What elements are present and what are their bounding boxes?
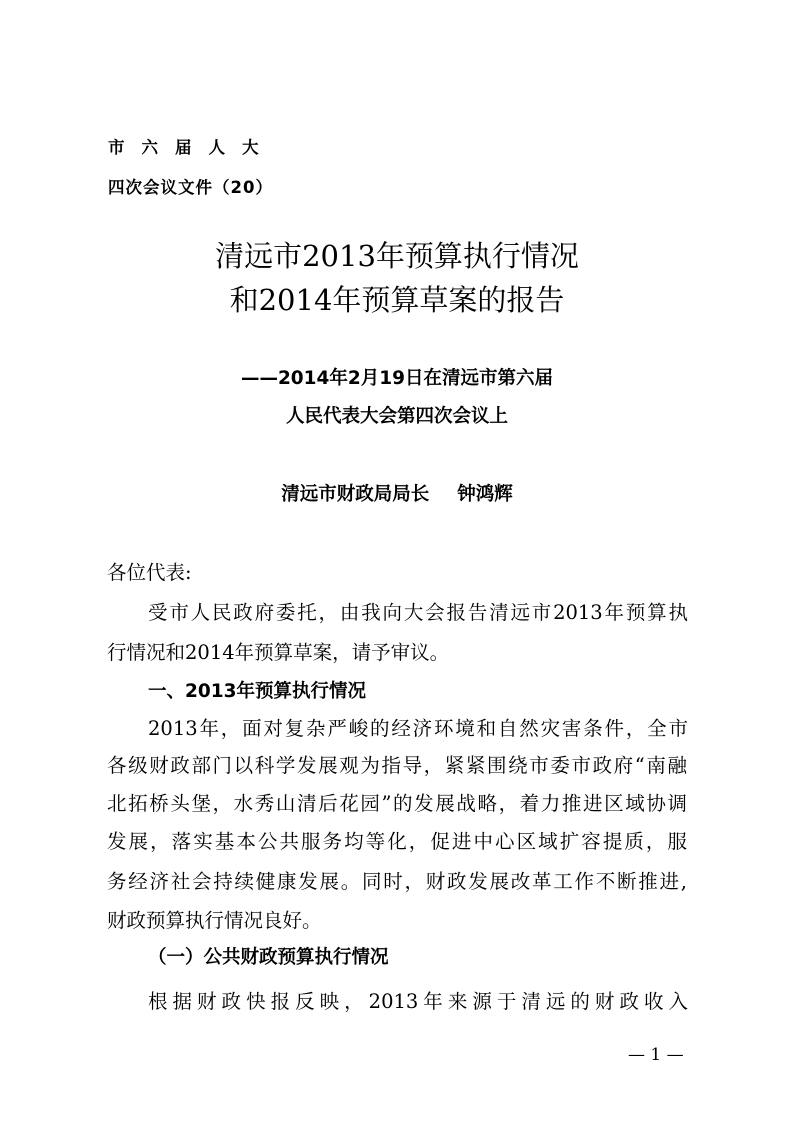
intro-line2: 行情况和2014年预算草案，请予审议。 — [107, 641, 450, 664]
author-role: 清远市财政局局长 — [281, 484, 430, 505]
subtitle-line2: 人民代表大会第四次会议上 — [285, 406, 508, 427]
subsection1-heading: （一）公共财政预算执行情况 — [148, 947, 389, 968]
author-name: 钟鸿辉 — [457, 484, 513, 505]
report-title-line1: 清远市2013年预算执行情况 — [215, 239, 579, 273]
para1-line4: 发展，落实基本公共服务均等化，促进中心区域扩容提质，服 — [107, 830, 687, 853]
intro-line1: 受市人民政府委托，由我向大会报告清远市2013年预算执 — [148, 601, 688, 624]
para1-line3: 北拓桥头堡，水秀山清后花园”的发展战略，着力推进区域协调 — [107, 792, 687, 815]
page-number: — 1 — — [628, 1045, 684, 1065]
report-title-line2: 和2014年预算草案的报告 — [229, 283, 565, 317]
para1-line6: 财政预算执行情况良好。 — [107, 909, 322, 932]
para1-line5: 务经济社会持续健康发展。同时，财政发展改革工作不断推进, — [107, 870, 687, 893]
section1-heading: 一、2013年预算执行情况 — [148, 681, 366, 702]
subtitle-line1: ——2014年2月19日在清远市第六届 — [240, 368, 554, 389]
salutation: 各位代表: — [107, 561, 192, 584]
para1-line1: 2013年，面对复杂严峻的经济环境和自然灾害条件，全市 — [148, 717, 688, 740]
para1-line2: 各级财政部门以科学发展观为指导，紧紧围绕市委市政府“南融 — [107, 754, 687, 777]
doc-header-line1: 市六届人大 — [108, 138, 276, 157]
para2-line1: 根据财政快报反映，2013年来源于清远的财政收入 — [148, 990, 688, 1013]
doc-header-line2: 四次会议文件（20） — [108, 178, 273, 197]
author-line — [0, 480, 794, 506]
